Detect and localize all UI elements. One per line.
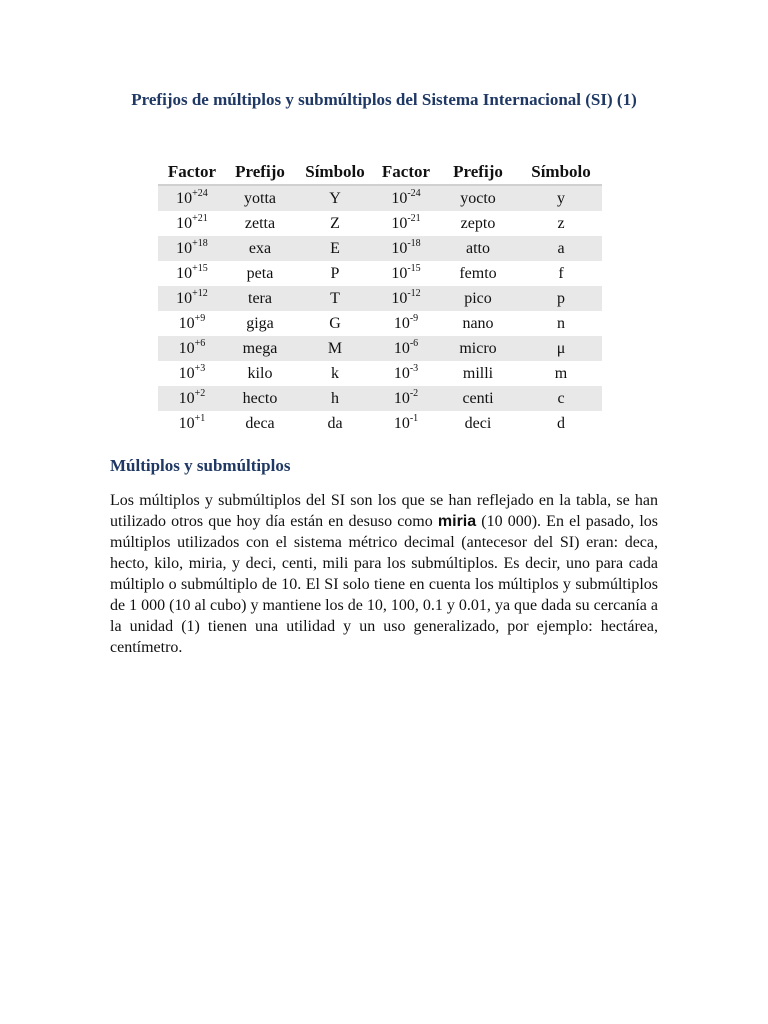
header-factor: Factor [376,160,436,185]
factor-cell [376,361,436,386]
prefix-cell: nano [462,314,494,332]
prefix-cell: kilo [247,364,273,382]
factor-base: 10 [393,314,410,332]
factor-exponent: +18 [192,237,208,249]
page-title: Prefijos de múltiplos y submúltiplos del Sistema Internacional (SI) (1) [131,90,637,109]
prefix-cell: atto [436,236,520,261]
factor-base: 10 [176,214,193,232]
symbol-cell: m [554,364,568,382]
table-row [158,361,602,386]
factor-base: 10 [391,239,408,257]
header-simbolo: Símbolo [294,160,376,185]
factor-base: 10 [393,389,410,407]
factor-cell [158,411,226,436]
factor-exponent: -24 [407,187,421,199]
symbol-cell: k [331,364,339,382]
factor-cell [376,386,436,411]
symbol-cell: n [557,314,565,332]
si-prefix-table [158,160,602,436]
body-paragraph [110,490,658,658]
prefix-cell: peta [246,264,274,282]
factor-base: 10 [176,264,193,282]
paragraph-text: (10 000). En el pasado, los múltiplos utilizados con el sistema métrico decimal (antecesor del SI) eran: deca, hecto, kilo, miria, y deci, centi, mili para los submúltiplos. Es decir, uno para cada múltiplo o submúltiplo de 10. El SI solo tiene en cuenta los múltiplos y submúltiplos de 1 000 (10 al cubo) y mantiene los de 10, 100, 0.1 y 0.01, ya que dada su cercanía a la unidad (1) tienen una utilidad y un uso generalizado, por ejemplo: hectárea, centímetro. [110,513,659,656]
table-row [158,311,602,336]
symbol-cell: da [327,414,343,432]
factor-cell [158,261,226,286]
factor-exponent: -12 [407,287,421,299]
table-row [158,386,602,411]
symbol-cell: M [294,336,376,361]
factor-cell [376,261,436,286]
symbol-cell: T [294,286,376,311]
prefix-cell: milli [462,364,494,382]
factor-cell [158,311,226,336]
header-simbolo: Símbolo [520,160,602,185]
prefix-cell: pico [436,286,520,311]
factor-cell [376,286,436,311]
factor-base: 10 [176,239,193,257]
factor-cell [376,411,436,436]
factor-cell [158,386,226,411]
paragraph-text: Los múltiplos y submúltiplos del SI son los que se han reflejado en la tabla, se han utilizado otros que hoy día están en desuso como [110,492,658,530]
factor-cell [376,236,436,261]
symbol-cell: c [520,386,602,411]
table-row [158,185,602,211]
symbol-cell: p [520,286,602,311]
factor-base: 10 [178,414,195,432]
factor-base: 10 [178,364,195,382]
factor-exponent: +1 [194,412,206,424]
symbol-cell: z [557,214,565,232]
factor-exponent: +12 [192,287,208,299]
symbol-cell: Z [330,214,340,232]
symbol-cell: G [329,314,341,332]
factor-exponent: +3 [194,362,206,374]
header-factor: Factor [158,160,226,185]
prefix-cell: tera [226,286,294,311]
prefix-cell: deci [464,414,492,432]
table-row [158,236,602,261]
factor-exponent: -15 [407,262,421,274]
symbol-cell: y [520,185,602,211]
factor-exponent: -2 [409,387,419,399]
symbol-cell: P [330,264,340,282]
table-row [158,411,602,436]
factor-cell [376,311,436,336]
factor-exponent: -9 [409,312,419,324]
symbol-cell: a [520,236,602,261]
symbol-cell: f [558,264,564,282]
prefix-cell: centi [436,386,520,411]
factor-base: 10 [178,389,195,407]
factor-base: 10 [391,214,408,232]
prefix-cell: femto [459,264,497,282]
symbol-cell: Y [294,185,376,211]
factor-cell [158,185,226,211]
table-header-row [158,160,602,185]
factor-base: 10 [393,414,410,432]
prefix-cell: mega [226,336,294,361]
factor-base: 10 [391,189,408,207]
factor-exponent: -6 [409,337,419,349]
table-row [158,336,602,361]
factor-base: 10 [391,289,408,307]
factor-exponent: +15 [192,262,208,274]
factor-base: 10 [178,339,195,357]
factor-exponent: +24 [192,187,208,199]
factor-cell [376,336,436,361]
prefix-cell: deca [245,414,275,432]
prefix-cell: micro [436,336,520,361]
factor-base: 10 [178,314,195,332]
factor-cell [376,185,436,211]
table-row [158,211,602,236]
prefix-cell: exa [226,236,294,261]
prefix-cell: zepto [460,214,496,232]
factor-exponent: -1 [409,412,419,424]
prefix-cell: yocto [436,185,520,211]
symbol-cell: μ [520,336,602,361]
factor-cell [158,211,226,236]
factor-exponent: +21 [192,212,208,224]
prefix-cell: yotta [226,185,294,211]
factor-exponent: +2 [194,387,206,399]
factor-cell [158,336,226,361]
factor-exponent: -3 [409,362,419,374]
bold-term: miria [437,513,477,530]
prefix-cell: giga [246,314,274,332]
header-prefijo: Prefijo [226,160,294,185]
factor-exponent: -18 [407,237,421,249]
factor-base: 10 [176,189,193,207]
prefix-cell: zetta [244,214,276,232]
factor-cell [158,236,226,261]
factor-cell [376,211,436,236]
factor-base: 10 [393,364,410,382]
factor-base: 10 [393,339,410,357]
factor-exponent: +9 [194,312,206,324]
symbol-cell: h [294,386,376,411]
symbol-cell: E [294,236,376,261]
factor-cell [158,361,226,386]
factor-base: 10 [391,264,408,282]
factor-cell [158,286,226,311]
header-prefijo: Prefijo [436,160,520,185]
prefix-cell: hecto [226,386,294,411]
symbol-cell: d [557,414,565,432]
factor-exponent: +6 [194,337,206,349]
factor-exponent: -21 [407,212,421,224]
table-body [158,185,602,436]
section-heading: Múltiplos y submúltiplos [110,456,291,475]
table-row [158,286,602,311]
table-row [158,261,602,286]
factor-base: 10 [176,289,193,307]
